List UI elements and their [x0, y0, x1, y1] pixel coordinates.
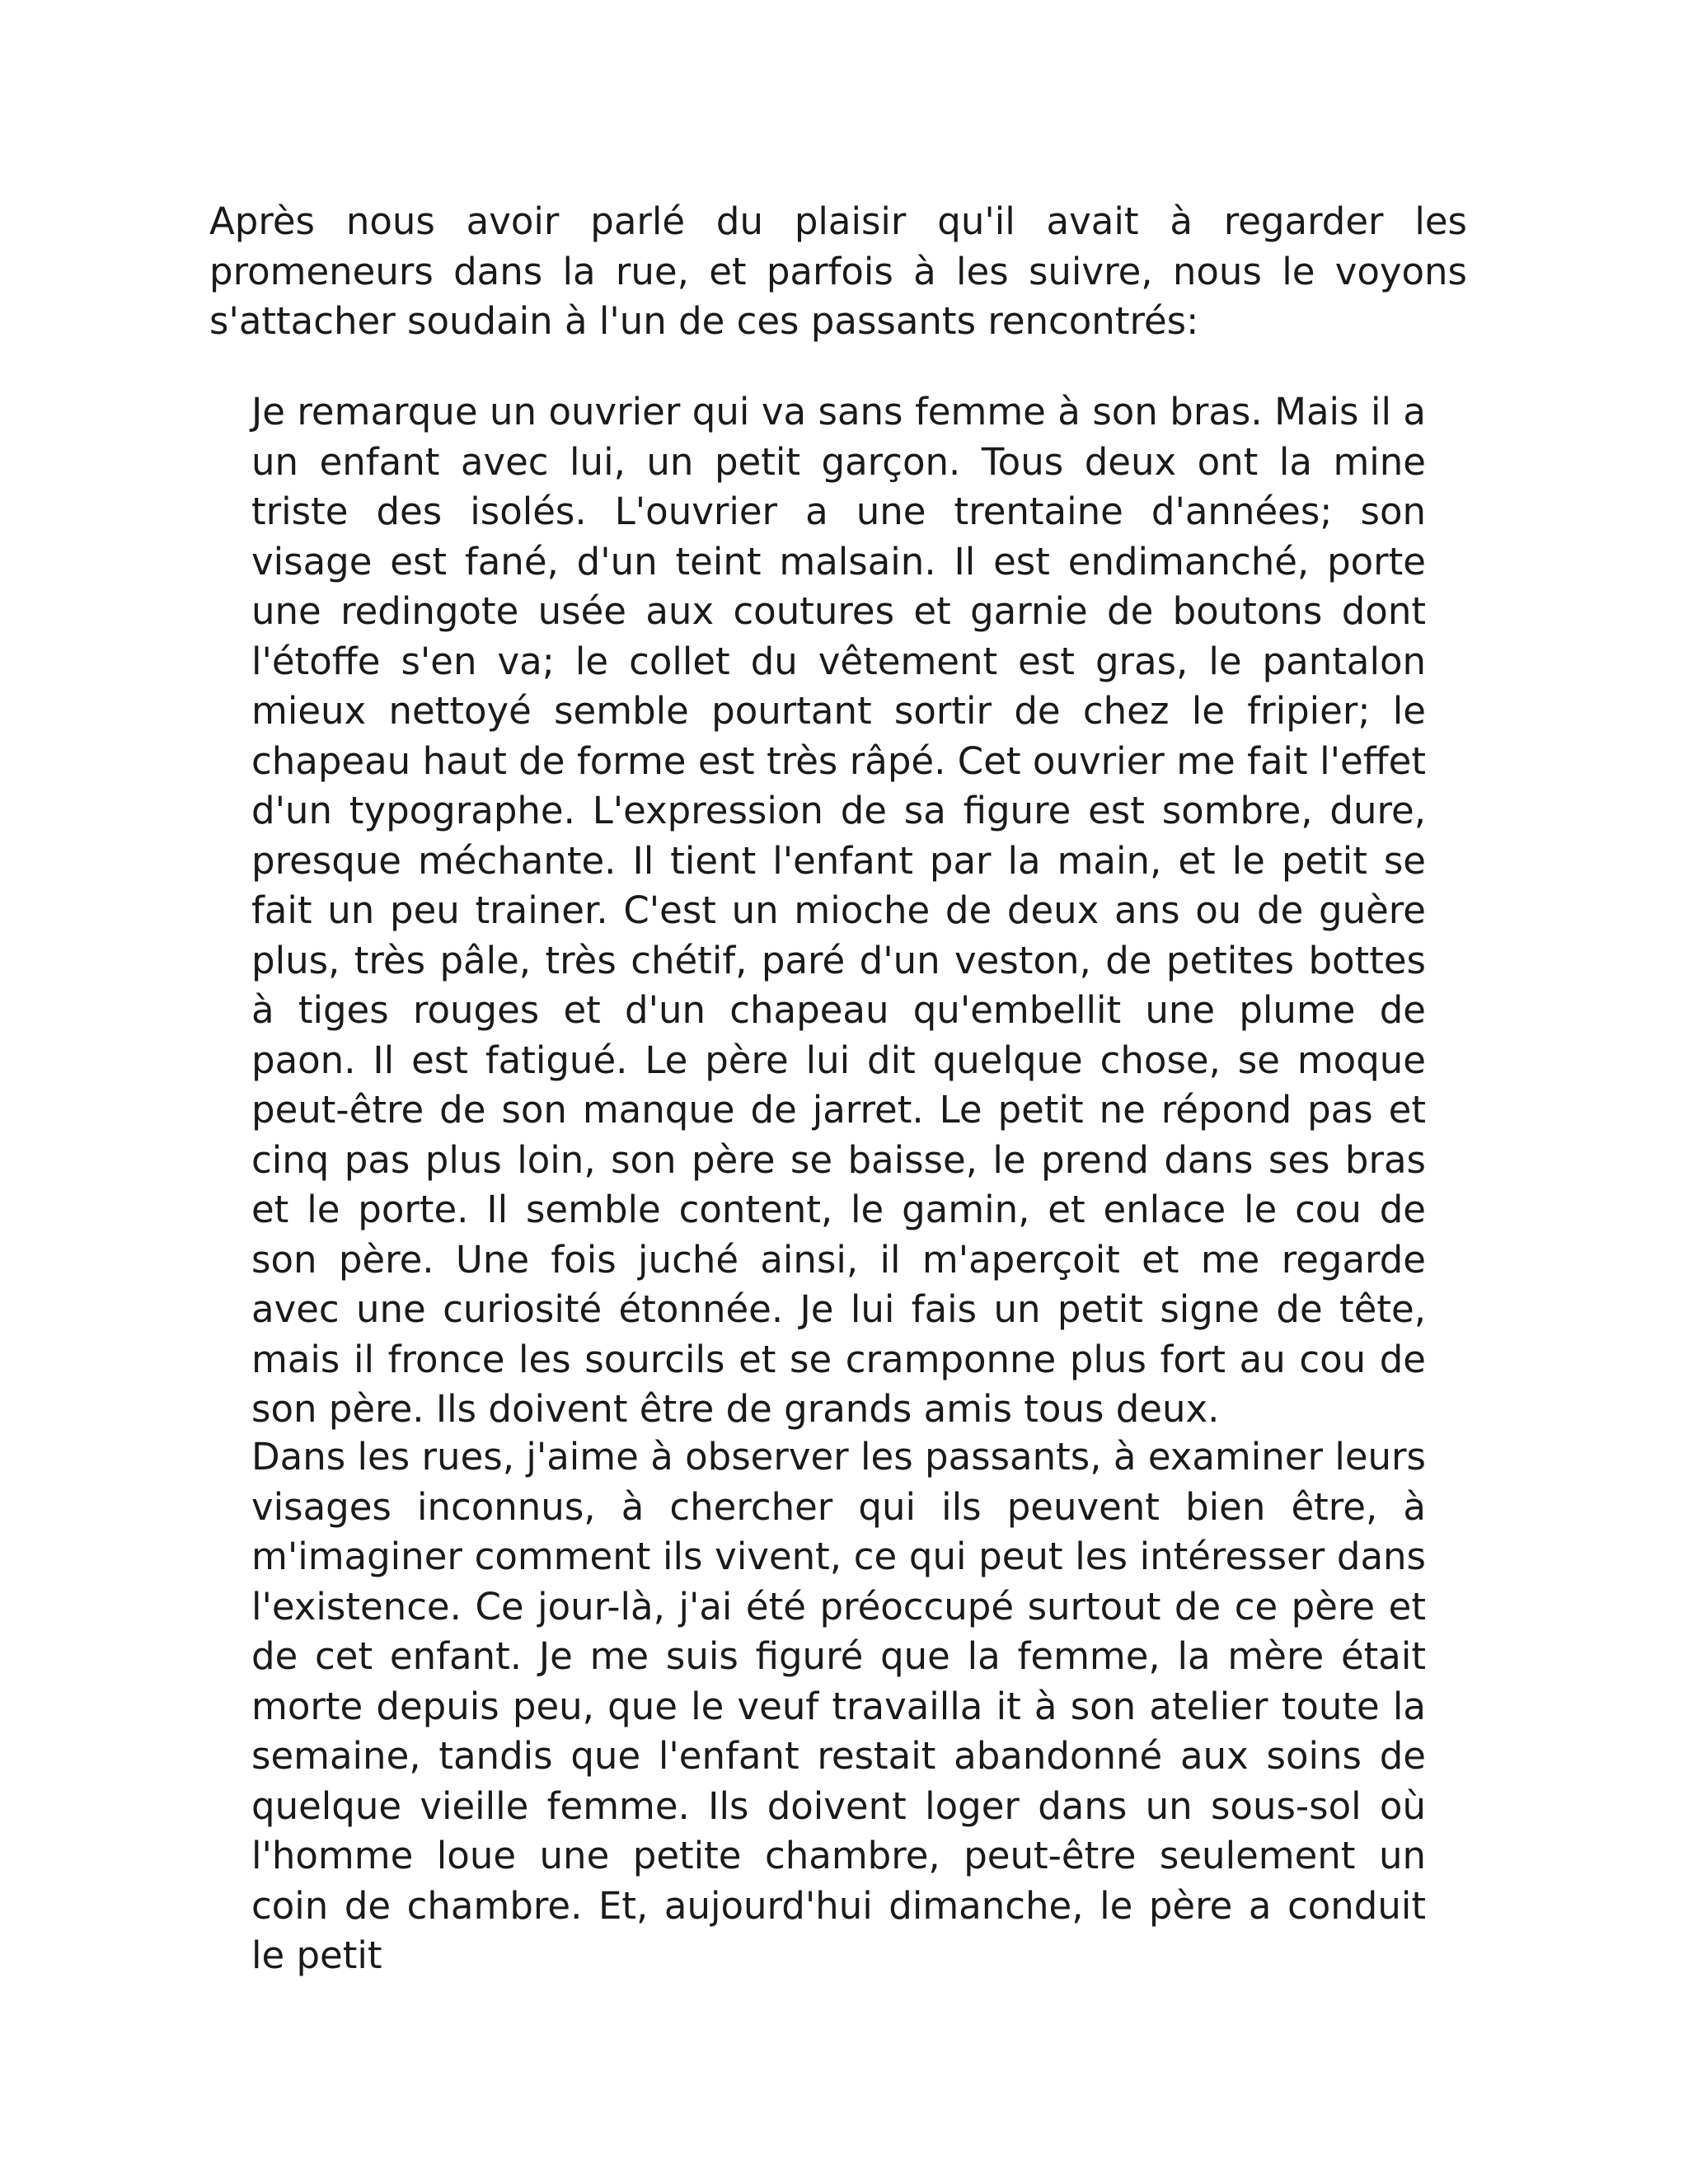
quoted-paragraph-workman: Je remarque un ouvrier qui va sans femme à son bras. Mais il a un enfant avec lui, un petit garçon. Tous deux ont la mine triste des isolés. L'ouvrier a une trentaine d'années; son visage est fané, d'un teint malsain. Il est endimanché, porte une redingote usée aux coutures et garnie de boutons dont l'étoffe s'en va; le collet du vêtement est gras, le pantalon mieux nettoyé semble pourtant sortir de chez le fripier; le chapeau haut de forme est très râpé. Cet ouvrier me fait l'effet d'un typographe. L'expression de sa figure est sombre, dure, presque méchante. Il tient l'enfant par la main, et le petit se fait un peu trainer. C'est un mioche de deux ans ou de guère plus, très pâle, très chétif, paré d'un veston, de petites bottes à tiges rouges et d'un chapeau qu'embellit une plume de paon. Il est fatigué. Le père lui dit quelque chose, se moque peut-être de son manque de jarret. Le petit ne répond pas et cinq pas plus loin, son père se baisse, le prend dans ses bras et le porte. Il semble content, le gamin, et enlace le cou de son père. Une fois juché ainsi, il m'aperçoit et me regarde avec une curiosité étonnée. Je lui fais un petit signe de tête, mais il fronce les sourcils et se cramponne plus fort au cou de son père. Ils doivent être de grands amis tous deux. — [251, 390, 1426, 1431]
intro-paragraph: Après nous avoir parlé du plaisir qu'il avait à regarder les promeneurs dans la rue, et parfois à les suivre, nous le voyons s'attacher soudain à l'un de ces passants rencontrés: — [209, 199, 1467, 343]
quoted-paragraph-passersby: Dans les rues, j'aime à observer les passants, à examiner leurs visages inconnus, à chercher qui ils peuvent bien être, à m'imaginer comment ils vivent, ce qui peut les intéresser dans l'existence. Ce jour-là, j'ai été préoccupé surtout de ce père et de cet enfant. Je me suis figuré que la femme, la mère était morte depuis peu, que le veuf travailla it à son atelier toute la semaine, tandis que l'enfant restait abandonné aux soins de quelque vieille femme. Ils doivent loger dans un sous-sol où l'homme loue une petite chambre, peut-être seulement un coin de chambre. Et, aujourd'hui dimanche, le père a conduit le petit — [251, 1435, 1426, 1977]
